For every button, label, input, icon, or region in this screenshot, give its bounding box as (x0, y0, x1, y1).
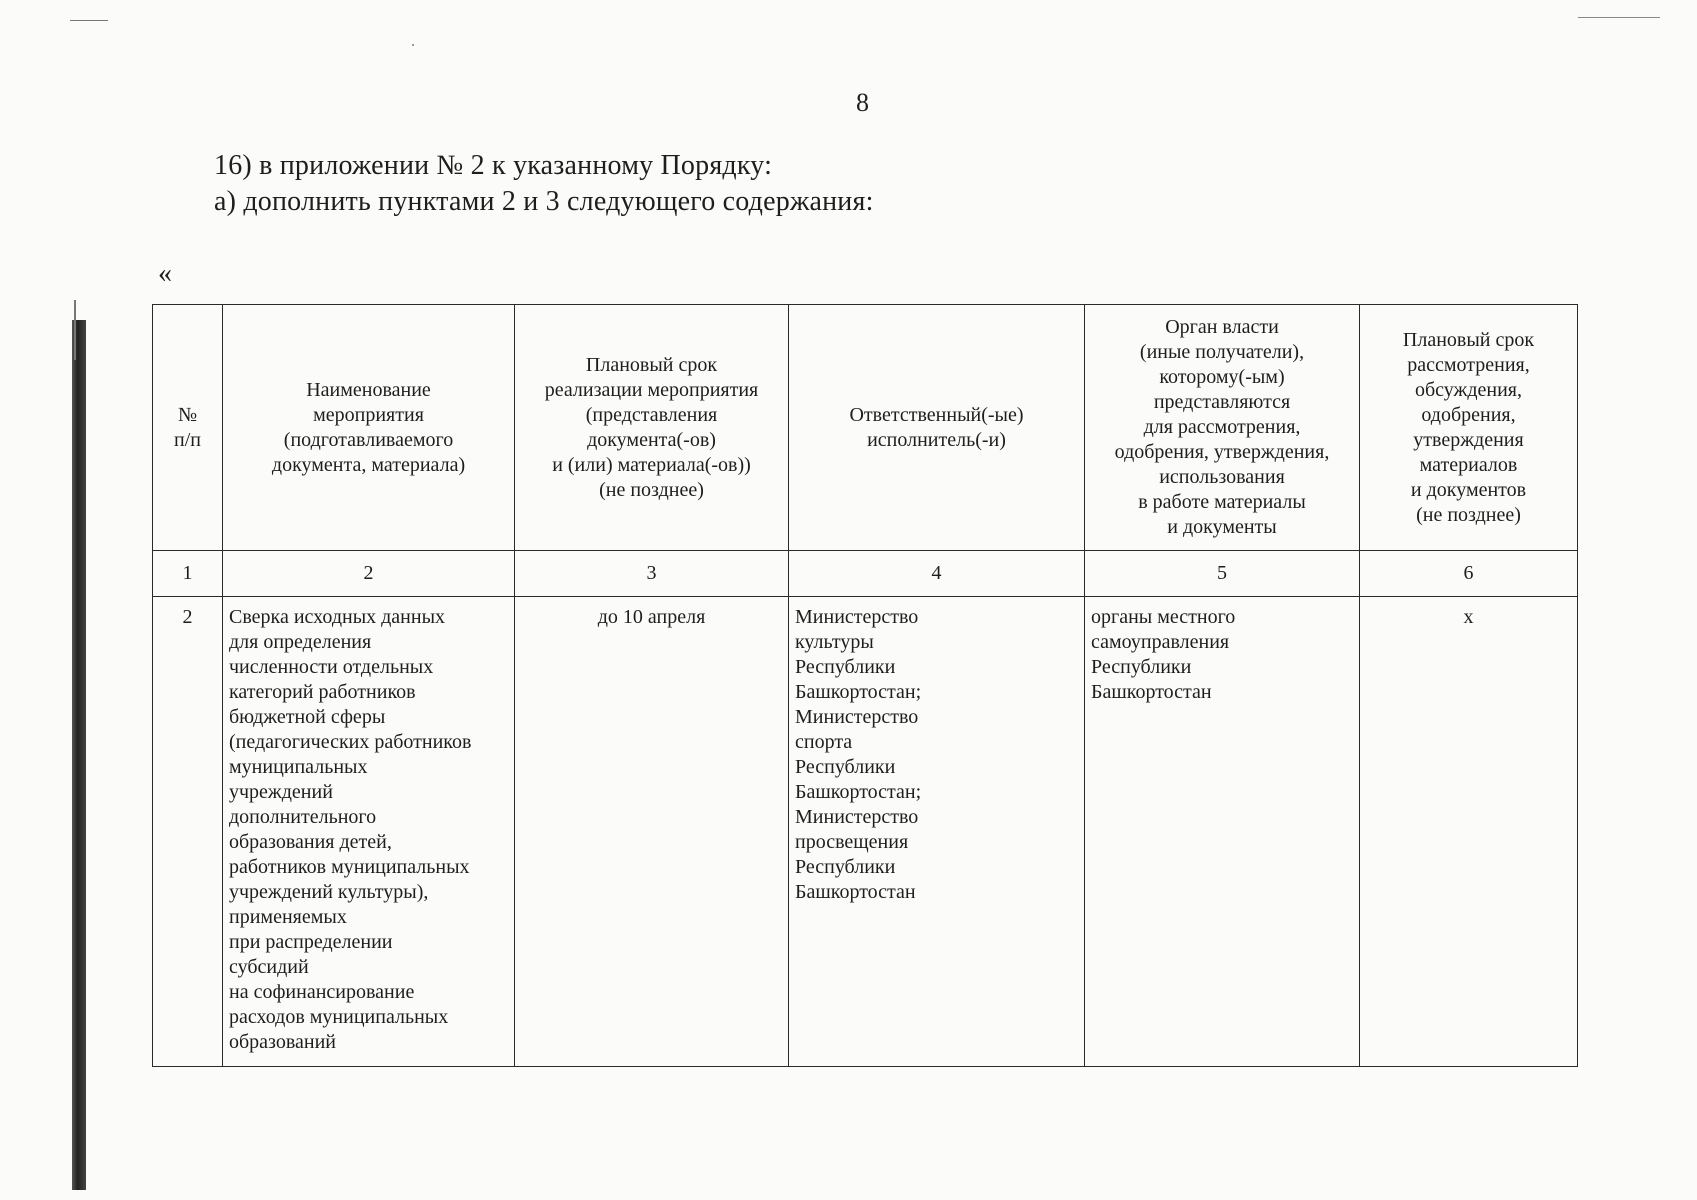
paragraph-a: а) дополнить пунктами 2 и 3 следующего содержания: (214, 186, 874, 217)
scan-edge-shadow (72, 320, 86, 1190)
scan-speck (412, 44, 414, 46)
header-responsible: Ответственный(-ые) исполнитель(-и) (789, 305, 1085, 551)
column-number: 5 (1085, 551, 1360, 597)
header-deadline: Плановый срок реализации мероприятия (представления документа(-ов) и (или) материала(-ов)) (не позднее) (515, 305, 789, 551)
scan-mark-top-right (1578, 17, 1660, 18)
row-event-name: Сверка исходных данных для определения численности отдельных категорий работников бюджетной сферы (педагогических работников муниципальных учреждений дополнительного образования детей, работников муниципальных учреждений культуры), применяемых при распределении субсидий на софинансирование расходов муниципальных образований (223, 597, 515, 1067)
row-review-deadline: х (1360, 597, 1578, 1067)
page-number: 8 (856, 88, 869, 117)
row-number: 2 (153, 597, 223, 1067)
opening-quote: « (158, 258, 172, 289)
appendix-table (152, 304, 1578, 1067)
paragraph-16: 16) в приложении № 2 к указанному Порядку: (214, 150, 773, 181)
scan-edge-line (74, 300, 76, 360)
row-recipient: органы местного самоуправления Республики Башкортостан (1085, 597, 1360, 1067)
row-responsible: Министерство культуры Республики Башкортостан; Министерство спорта Республики Башкортостан; Министерство просвещения Республики Башкортостан (789, 597, 1085, 1067)
table-row (153, 597, 1578, 1067)
header-review-deadline: Плановый срок рассмотрения, обсуждения, одобрения, утверждения материалов и документов (не позднее) (1360, 305, 1578, 551)
table-header-row (153, 305, 1578, 551)
header-number: № п/п (153, 305, 223, 551)
column-number: 3 (515, 551, 789, 597)
column-number: 2 (223, 551, 515, 597)
header-event-name: Наименование мероприятия (подготавливаемого документа, материала) (223, 305, 515, 551)
scan-mark-top-left (70, 20, 108, 21)
column-number: 4 (789, 551, 1085, 597)
column-number: 6 (1360, 551, 1578, 597)
header-recipient: Орган власти (иные получатели), которому(-ым) представляются для рассмотрения, одобрения, утверждения, использования в работе материалы и документы (1085, 305, 1360, 551)
table-column-numbers-row (153, 551, 1578, 597)
row-deadline: до 10 апреля (515, 597, 789, 1067)
column-number: 1 (153, 551, 223, 597)
